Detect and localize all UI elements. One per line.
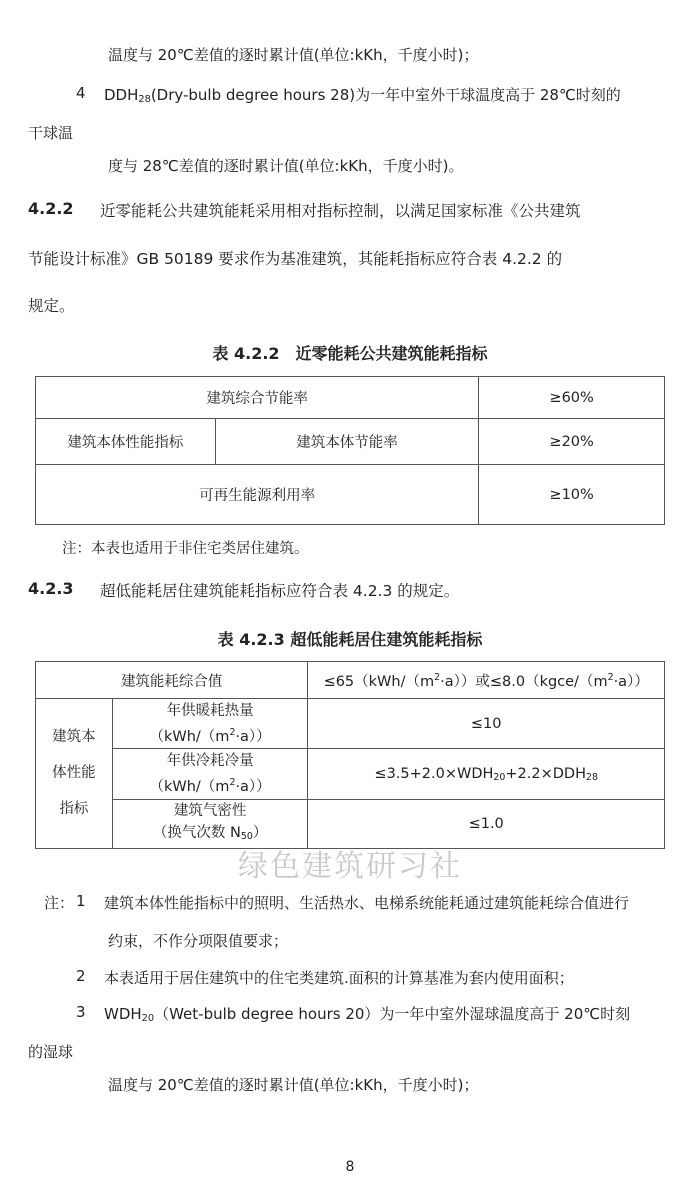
note-line: 约束，不作分项限值要求； <box>108 932 289 950</box>
text-span: ·a）） <box>613 673 649 690</box>
text-line: 建筑本 <box>52 729 96 746</box>
superscript: 2 <box>229 726 236 738</box>
table-cell: ≥10% <box>479 465 665 525</box>
note-line: 建筑本体性能指标中的照明、生活热水、电梯系统能耗通过建筑能耗综合值进行 <box>104 894 630 912</box>
text-line <box>104 84 621 105</box>
table-note: 注：本表也适用于非住宅类居住建筑。 <box>62 541 309 557</box>
text-span: ·a））或≤8.0（kgce/（m <box>440 673 608 690</box>
table-title: 表 4.2.3 超低能耗居住建筑能耗指标 <box>217 630 483 649</box>
text-line <box>113 722 308 748</box>
text-span: （kWh/（m <box>149 728 230 745</box>
note-line: 的湿球 <box>28 1043 74 1061</box>
text-line <box>113 772 308 798</box>
superscript: 2 <box>229 777 236 789</box>
notes-prefix: 注： <box>44 894 75 912</box>
table-cell: 建筑综合节能率 <box>36 377 479 419</box>
page-number: 8 <box>345 1159 355 1175</box>
table-cell: ≤10 <box>308 699 665 749</box>
list-number: 1 <box>76 892 86 910</box>
text-span: ≤3.5+2.0×WDH <box>374 765 494 782</box>
text-span: WDH <box>104 1005 142 1023</box>
table-cell <box>308 662 665 699</box>
text-span: ·a）） <box>235 778 271 795</box>
paragraph-line: 规定。 <box>28 297 75 315</box>
table-cell: 建筑能耗综合值 <box>36 662 308 699</box>
section-number: 4.2.2 <box>28 199 74 218</box>
subscript: 28 <box>585 771 598 783</box>
subscript: 20 <box>141 1012 155 1024</box>
table-cell: 建筑本体节能率 <box>215 419 479 465</box>
paragraph-line: 近零能耗公共建筑能耗采用相对指标控制，以满足国家标准《公共建筑 <box>100 202 581 220</box>
text-line: 体性能 <box>52 765 96 782</box>
energy-table-residential <box>35 661 665 849</box>
text-span: ·a）） <box>235 728 271 745</box>
table-cell <box>112 699 308 749</box>
table-cell: 可再生能源利用率 <box>36 465 479 525</box>
text-span: （Wet-bulb degree hours 20）为一年中室外湿球温度高于 20℃时刻 <box>154 1005 631 1023</box>
text-line: 温度与 20℃差值的逐时累计值(单位:kKh，千度小时)； <box>108 46 479 64</box>
list-number: 4 <box>76 84 86 102</box>
table-group-cell <box>36 699 113 849</box>
table-title: 表 4.2.2 近零能耗公共建筑能耗指标 <box>212 344 488 363</box>
text-span: DDH <box>104 86 139 104</box>
list-number: 2 <box>76 967 86 985</box>
text-span: ） <box>252 825 268 841</box>
table-cell <box>308 749 665 800</box>
text-line: 年供冷耗冷量 <box>166 753 254 770</box>
text-span: （kWh/（m <box>149 778 230 795</box>
note-line: 温度与 20℃差值的逐时累计值(单位:kKh，千度小时)； <box>108 1076 479 1094</box>
subscript: 50 <box>240 830 253 842</box>
subscript: 20 <box>493 771 506 783</box>
table-cell: 建筑本体性能指标 <box>36 419 216 465</box>
table-cell: ≥60% <box>479 377 665 419</box>
text-line: 指标 <box>59 801 89 818</box>
subscript: 28 <box>138 93 151 105</box>
table-cell: ≥20% <box>479 419 665 465</box>
paragraph-line: 节能设计标准》GB 50189 要求作为基准建筑，其能耗指标应符合表 4.2.2 的 <box>28 250 563 268</box>
text-line: 度与 28℃差值的逐时累计值(单位:kKh，千度小时)。 <box>108 157 464 175</box>
superscript: 2 <box>434 671 441 683</box>
table-cell <box>112 749 308 800</box>
text-span: (Dry-bulb degree hours 28)为一年中室外干球温度高于 28℃时刻的 <box>150 86 621 104</box>
text-line: 干球温 <box>28 124 74 142</box>
text-line: 建筑气密性 <box>173 803 247 819</box>
list-number: 3 <box>76 1003 86 1021</box>
text-line: 年供暖耗热量 <box>166 702 254 719</box>
watermark: 绿色建筑研习社 <box>238 849 462 884</box>
superscript: 2 <box>607 671 614 683</box>
note-line: 本表适用于居住建筑中的住宅类建筑.面积的计算基准为套内使用面积； <box>104 969 574 987</box>
energy-table-public <box>35 376 665 525</box>
text-span: ≤65（kWh/（m <box>323 673 435 690</box>
table-cell: ≤1.0 <box>308 800 665 849</box>
paragraph-line: 超低能耗居住建筑能耗指标应符合表 4.2.3 的规定。 <box>100 582 460 600</box>
text-span: +2.2×DDH <box>505 765 586 782</box>
note-line <box>104 1003 630 1024</box>
section-number: 4.2.3 <box>28 579 74 598</box>
text-span: （换气次数 N <box>152 825 241 841</box>
